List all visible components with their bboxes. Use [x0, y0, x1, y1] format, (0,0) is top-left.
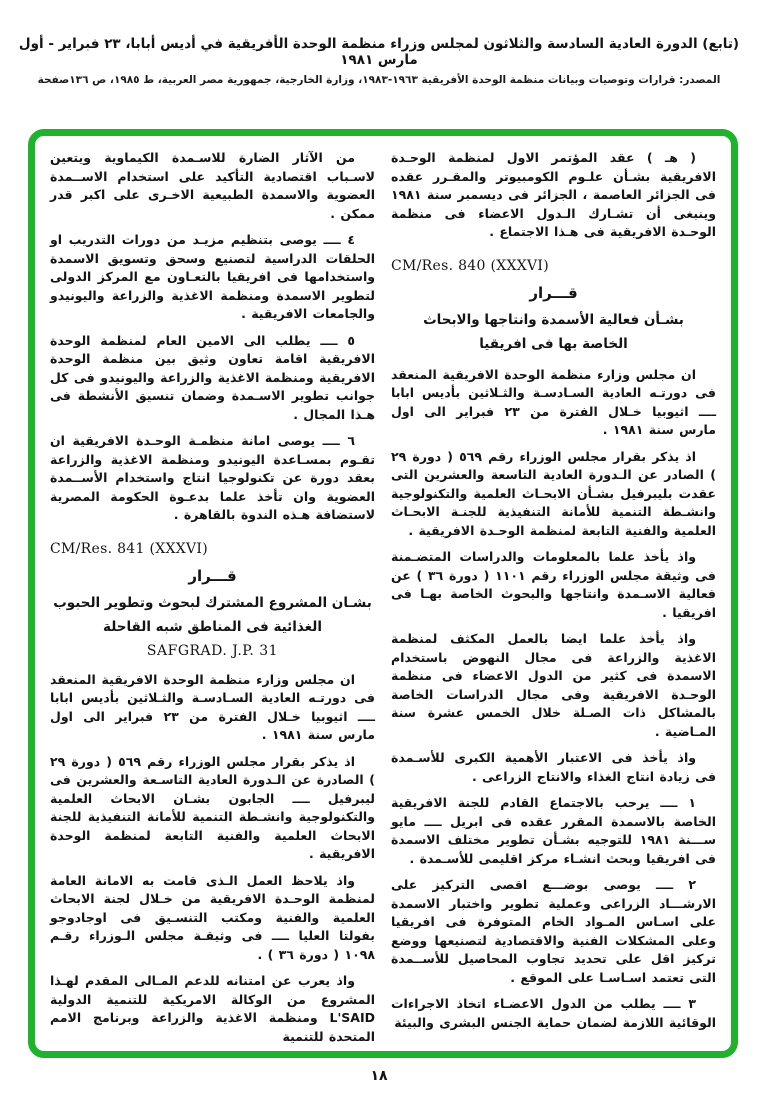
- paragraph-operative-5: ٥ ــــ يطلب الى الامين العام لمنظمة الوحدة الافريقية اقامة تعاون وثيق بين منظمة الوحدة الافريقية ومنظمة الاغذية والزراعة واليونيدو فى كل جوانب تطوير الاسـمدة وضمان تنسيق الأنشطة فى هـذا المجال .: [50, 332, 375, 422]
- paragraph: اذ يذكر بقرار مجلس الوزراء رقم ٥٦٩ ( دورة ٢٩ ) الصادر عن الـدورة العادية التاسعة والعشرين التى عقدت بليبرفيل بشـأن الابحـاث العلمية والتكنولوجية وانشـطة التنمية للأمانة التنفيذية للجنـة الابحـاث العلمية والفنية التابعة لمنظمة الوحـدة الافريقية .: [391, 448, 716, 538]
- paragraph-operative-1: ١ ــــ يرحب بالاجتماع القادم للجنة الافريقية الخاصة بالاسمدة المقرر عقده فى ابريل ــــ مايو ســـنة ١٩٨١ للتوجيه بشـأن تطوير مختلف الاسمدة فى افريقيا وبحث انشـاء مركز اقليمى للأسـمدة .: [391, 795, 716, 866]
- page-header: [0, 36, 758, 86]
- page-number: ١٨: [370, 1068, 388, 1084]
- resolution-ref-cm-res-840: CM/Res. 840 (XXXVI): [391, 257, 550, 274]
- paragraph: واذ يأخذ علما بالمعلومات والدراسات المتضـمنة فى وثيقة مجلس الوزراء رقم ١١٠١ ( دورة ٣٦ ) عن فعالية الاسـمدة وانتاجها والبحوث الخاصة بهـا فى افريقيا .: [391, 549, 716, 620]
- two-column-layout: [50, 149, 716, 1043]
- paragraph-operative-6: ٦ ــــ يوصى امانة منظمـة الوحـدة الافريقية ان تقـوم بمسـاعدة اليونيدو ومنظمة الاغذية والزراعة بعقد دورة عن تكنولوجيا انتاج واستخدام الأســمدة العضوية وان تأخذ علما بدعـوة الحكومة المصرية لاستضافة هـذه الندوة بالقاهرة .: [50, 433, 375, 522]
- left-column: [50, 149, 375, 1043]
- paragraph: اذ يذكر بقرار مجلس الوزراء رقم ٥٦٩ ( دورة ٢٩ ) الصادرة عن الـدورة العادية التاسـعة والعشرين فى ليبرفيل ــــ الجابون بشـان الابحاث العلمية والتكنولوجية وانشـطة التنمية للأمانة التنفيذية للجنة الابحاث العلمية والفنية التابعة لمنظمة الوحدة الافريقية .: [50, 753, 375, 861]
- resolution-841-subtitle-safgrad: SAFGRAD. J.P. 31: [146, 642, 279, 659]
- resolution-840-title-line2: الخاصة بها فى افريقيا: [479, 335, 628, 352]
- resolution-841-title-line2: الغذائية فى المناطق شبه القاحلة: [103, 618, 322, 635]
- paragraph: واذ يلاحظ العمل الـذى قامت به الامانة العامة لمنظمة الوحـدة الافريقية من خـلال لجنة الابحاث العلمية والفنية ومكتب التنسـيق فى اوجادوجو بفولتا العليا ــــ فى وثيقـة مجلس الـوزراء رقـم ١٠٩٨ ( دورة ٣٦ ) .: [50, 872, 375, 962]
- paragraph: ان مجلس وزارء منظمة الوحدة الافريقية المنعقد فى دورتـه العادية السـادسـة والثـلاثين بأديس ابابا ــــ اثيوبيا خـلال الفترة من ٢٣ فبراير الى اول مارس سنة ١٩٨١ .: [391, 366, 716, 437]
- resolution-840-title-line1: بشـأن فعالية الأسمدة وانتاجها والابحاث: [423, 311, 684, 328]
- resolution-841-title-line1: بشـان المشروع المشترك لبحوث وتطوير الحبوب: [53, 594, 372, 611]
- paragraph: واذ يأخذ علما ايضا بالعمل المكثف لمنظمة الاغذية والزراعة فى مجال النهوض باستخدام الاسمدة فى كثير من الدول الاعضاء فى منظمة الوحـدة الافريقية وفى مجال الدراسات الخاصة بالمشاكل ذات الصـلة خلال الخمس عشرة سنة المـاضية .: [391, 631, 716, 739]
- resolution-840-title-word: قـــرار: [529, 283, 578, 302]
- paragraph-operative-3: ٣ ــــ يطلب من الدول الاعضـاء اتخاذ الاجراءات الوقائية اللازمة لضمان حماية الجنس البشرى والبيئة: [391, 996, 716, 1030]
- green-border-frame: [28, 129, 738, 1058]
- paragraph: واذ يعرب عن امتنانه للدعم المـالى المقدم لهـذا المشروع من الوكالة الامريكية للتنمية الدولية L'SAID ومنظمة الاغذية والزراعة وبرنامج الامم المتحدة للتنمية: [50, 973, 375, 1044]
- header-source-citation: المصدر: قرارات وتوصيات وبيانات منظمة الوحدة الأفريقية ١٩٦٣-١٩٨٣، وزارة الخارجية، جمهورية مصر العربية، ط ١٩٨٥، ص ١٣٦صفحة: [37, 74, 721, 86]
- resolution-ref-cm-res-841: CM/Res. 841 (XXXVI): [50, 540, 209, 557]
- scanned-document-page: [0, 36, 758, 1114]
- paragraph-operative-4: ٤ ــــ يوصى بتنظيم مزيـد من دورات التدريب او الحلقات الدراسية لتصنيع وسحق وتسويق الاسمدة واستخدامها فى افريقيا بالتعـاون مع المركز الدولى لتطوير الاسمدة ومنظمة الاغذية والزراعة واليونيدو والجامعات الافريقية .: [50, 232, 375, 321]
- paragraph-intro-computer-conference: ( هـ ) عقد المؤتمر الاول لمنظمة الوحـدة الافريقية بشـأن علـوم الكومبيوتر والمقـرر عقده فى الجزائر العاصمة ، الجزائر فى ديسمبر سنة ١٩٨١ وينبغى أن تشـارك الـدول الاعضاء فى منظمة الوحـدة الافريقية فى هـذا الاجتماع .: [391, 150, 716, 239]
- paragraph-continuation: من الآثار الضارة للاسـمدة الكيماوية ويتعين لاسـباب اقتصادية التأكيد على استخدام الاســمدة العضوية والاسمدة الطبيعية الاخـرى على اكبر قدر ممكن .: [50, 150, 375, 221]
- paragraph: ان مجلس وزارء منظمة الوحدة الافريقية المنعقد فى دورتـه العادية السـادسـة والثـلاثين بأديس ابابا ــــ اثيوبيا خـلال الفترة من ٢٣ فبراير الى اول مارس سنة ١٩٨١ .: [50, 671, 375, 742]
- header-session-title: (تابع) الدورة العادية السادسة والثلاثون لمجلس وزراء منظمة الوحدة الأفريقية في أديس أبابا، ٢٣ فبراير - أول مارس ١٩٨١: [18, 36, 740, 68]
- right-column: [391, 149, 716, 1043]
- paragraph-operative-2: ٢ ــــ يوصى بوضـــع اقصى التركيز على الارشـــاد الزراعى وعملية تطوير واختبار الاسمدة على اسـاس المـواد الخام المتوفرة فى افريقيا وعلى المشكلات الفنية والاقتصادية لتصنيعها ووضع تركيز اقل على تحديد تجاوب المحاصيل للأســمدة التى تعتمد اسـاسـا على الموقع .: [391, 877, 716, 985]
- resolution-841-title-word: قـــرار: [188, 566, 237, 585]
- paragraph: واذ يأخذ فى الاعتبار الأهمية الكبرى للأسـمدة فى زيادة انتاج الغذاء والانتاج الزراعى .: [391, 750, 716, 784]
